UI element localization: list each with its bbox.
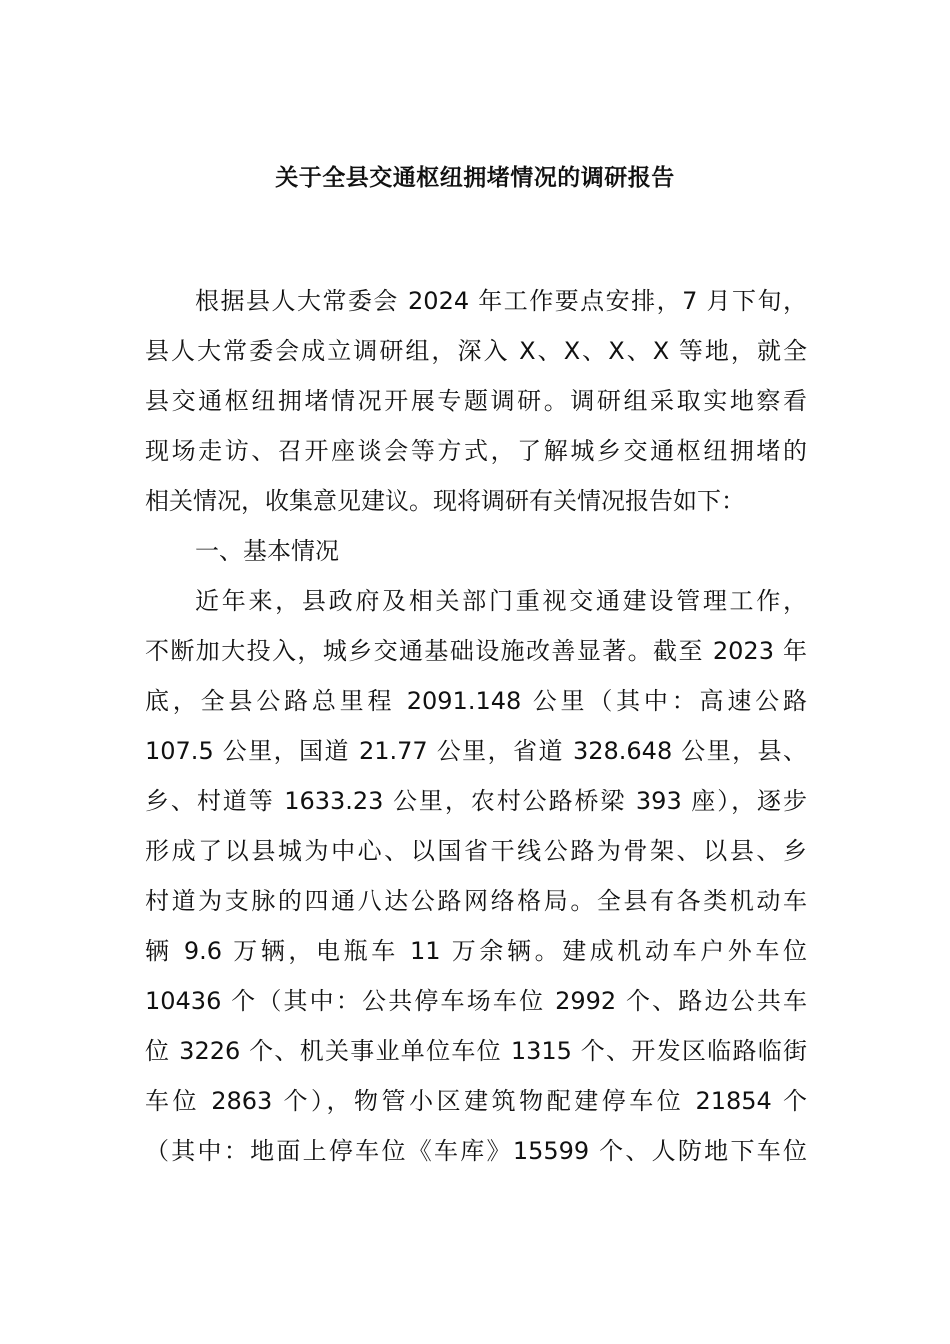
paragraph-line: 位 3226 个、机关事业单位车位 1315 个、开发区临路临街 bbox=[145, 1037, 807, 1065]
paragraph-line: 乡、村道等 1633.23 公里，农村公路桥梁 393 座），逐步 bbox=[145, 787, 807, 815]
paragraph-line: 10436 个（其中：公共停车场车位 2992 个、路边公共车 bbox=[145, 987, 807, 1015]
document-body bbox=[145, 276, 807, 1176]
section-heading: 一、基本情况 bbox=[195, 537, 339, 565]
paragraph-line: 县交通枢纽拥堵情况开展专题调研。调研组采取实地察看 bbox=[145, 387, 807, 415]
paragraph-line: 现场走访、召开座谈会等方式，了解城乡交通枢纽拥堵的 bbox=[145, 437, 807, 465]
paragraph-line: 村道为支脉的四通八达公路网络格局。全县有各类机动车 bbox=[145, 887, 807, 915]
paragraph-line: 107.5 公里，国道 21.77 公里，省道 328.648 公里，县、 bbox=[145, 737, 807, 765]
paragraph-line: 根据县人大常委会 2024 年工作要点安排，7 月下旬， bbox=[195, 287, 807, 315]
paragraph-line: 形成了以县城为中心、以国省干线公路为骨架、以县、乡 bbox=[145, 837, 807, 865]
paragraph-line: 近年来，县政府及相关部门重视交通建设管理工作， bbox=[195, 587, 807, 615]
document-title: 关于全县交通枢纽拥堵情况的调研报告 bbox=[275, 165, 675, 191]
paragraph-line: 车位 2863 个），物管小区建筑物配建停车位 21854 个 bbox=[145, 1087, 807, 1115]
paragraph-line: 县人大常委会成立调研组，深入 X、X、X、X 等地，就全 bbox=[145, 337, 807, 365]
paragraph-line: 相关情况，收集意见建议。现将调研有关情况报告如下： bbox=[145, 487, 745, 515]
paragraph-line: 不断加大投入，城乡交通基础设施改善显著。截至 2023 年 bbox=[145, 637, 807, 665]
paragraph-line: 底，全县公路总里程 2091.148 公里（其中：高速公路 bbox=[145, 687, 807, 715]
paragraph-line: （其中：地面上停车位《车库》15599 个、人防地下车位 bbox=[145, 1137, 807, 1165]
paragraph-line: 辆 9.6 万辆，电瓶车 11 万余辆。建成机动车户外车位 bbox=[145, 937, 807, 965]
